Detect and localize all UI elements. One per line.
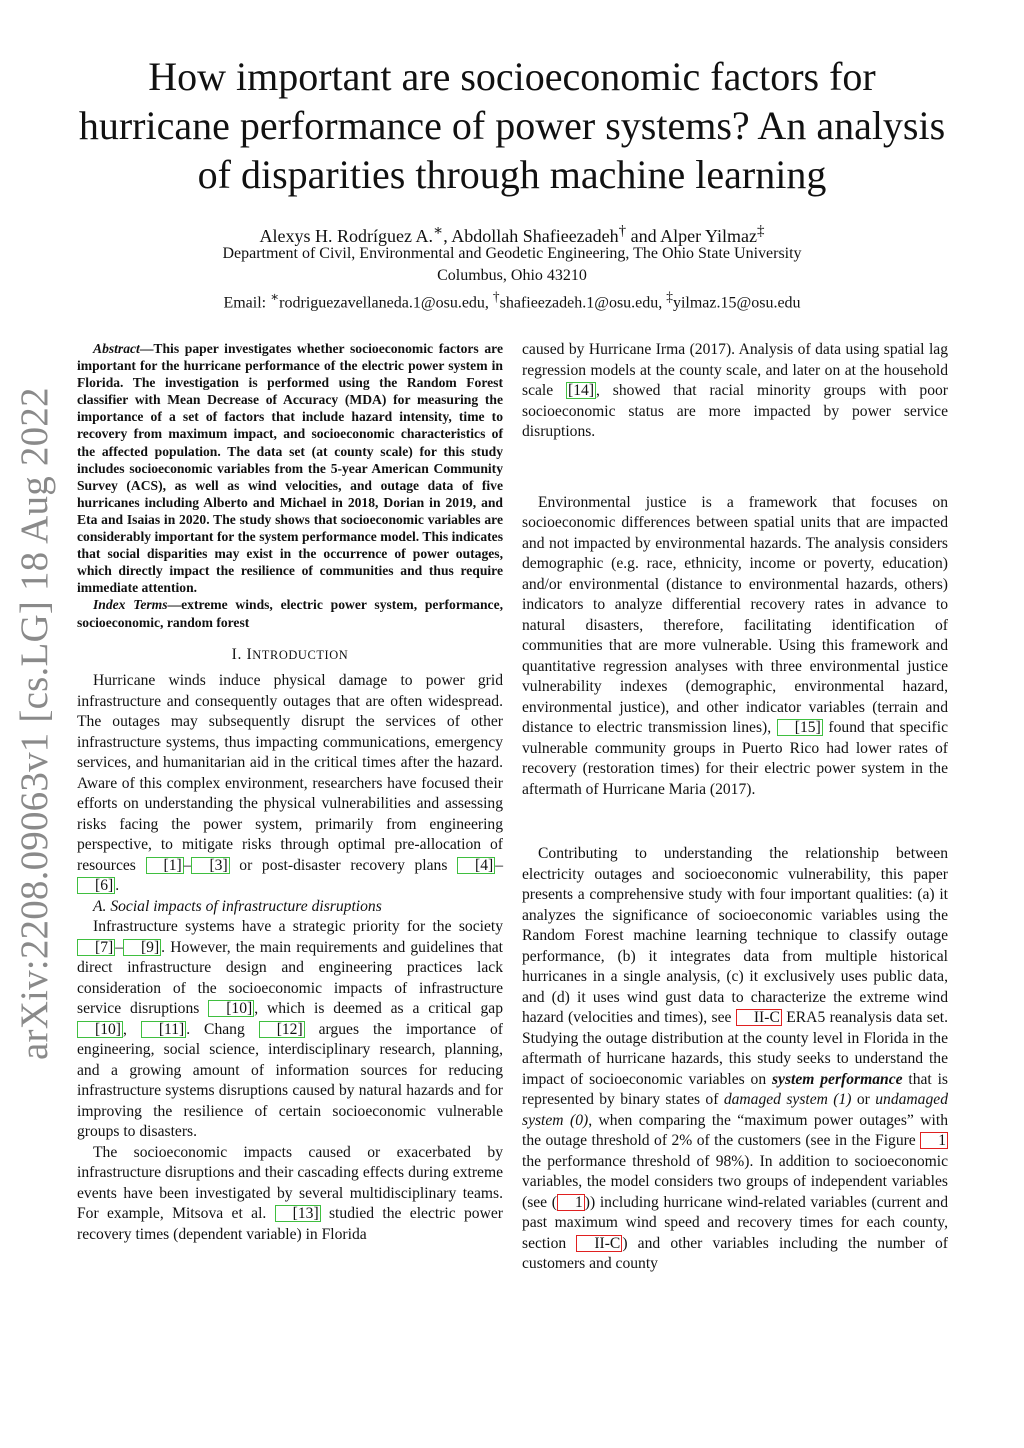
- citation-10[interactable]: [10]: [208, 1000, 254, 1017]
- author-2: Abdollah Shafieezadeh: [451, 226, 619, 246]
- author-1-mark: ∗: [433, 223, 444, 239]
- affiliation-block: [80, 243, 944, 314]
- text-run: Infrastructure systems have a strategic priority for the society: [93, 918, 503, 936]
- arxiv-identifier[interactable]: arXiv:2208.09063v1 [cs.LG] 18 Aug 2022: [13, 387, 56, 1060]
- author-separator: and: [626, 226, 661, 246]
- email-1-mark: ∗: [270, 289, 280, 304]
- equation-link-1[interactable]: 1: [557, 1194, 585, 1211]
- text-run: Contributing to understanding the relationship between electricity outages and socioeconomic vulnerability, this paper presents a comprehensive study with four important qualities: (a) it analyzes the significance of socioeconomic variables using the Random Forest machine learning technique to classify outage performance, (b) it integrates data from multiple historical hurricanes in a single analysis, (c) it exclusively uses public data, and (d) it uses wind gust data to characterize the extreme wind hazard (velocities and times), see: [522, 845, 948, 1026]
- text-run: or: [851, 1091, 876, 1108]
- text-run: –: [115, 938, 123, 956]
- citation-1[interactable]: [1]: [146, 857, 184, 874]
- paper-title: How important are socioeconomic factors for hurricane performance of power systems? An analysis of disparities through machine learning: [78, 54, 946, 197]
- index-terms-label: Index Terms: [93, 597, 168, 613]
- email-3[interactable]: yilmaz.15@osu.edu: [672, 294, 801, 312]
- text-run: .: [115, 877, 120, 895]
- subsection-heading-a: A. Social impacts of infrastructure disruptions: [93, 897, 382, 915]
- text-run: , showed that racial minority groups with poor socioeconomic status are more impacted by power service disruptions.: [522, 382, 948, 440]
- citation-3[interactable]: [3]: [191, 857, 229, 874]
- section-link-ii-c[interactable]: II-C: [576, 1235, 622, 1252]
- subsection-a-paragraph-2: [77, 1143, 503, 1246]
- citation-13[interactable]: [13]: [275, 1205, 321, 1222]
- text-run: The socioeconomic impacts caused or exacerbated by infrastructure disruptions and their cascading effects during extreme events have been investigated by several multidisciplinary teams. For example, Mitsova et al.: [77, 1143, 503, 1223]
- author-1: Alexys H. Rodríguez A.: [259, 226, 433, 246]
- email-label: Email:: [223, 294, 271, 312]
- city: Columbus, Ohio 43210: [437, 266, 587, 284]
- citation-6[interactable]: [6]: [77, 877, 115, 894]
- text-run: that is represented by binary states of: [522, 1070, 948, 1108]
- citation-14[interactable]: [14]: [568, 382, 595, 399]
- right-paragraph-3: [522, 844, 948, 1275]
- emails: [80, 286, 944, 314]
- text-run: , when comparing the “maximum power outages” with the outage threshold of 2% of the customers (see in the Figure: [522, 1111, 948, 1149]
- author-3: Alper Yilmaz: [660, 226, 757, 246]
- text-run: . However, the main requirements and guidelines that direct infrastructure design and engineering practices lack consideration of the socioeconomic impacts of infrastructure service disruptions: [77, 938, 503, 1018]
- email-2-mark: †: [492, 289, 500, 304]
- index-terms-text: —extreme winds, electric power system, performance, socioeconomic, random forest: [77, 597, 504, 630]
- text-run: or post-disaster recovery plans: [229, 856, 458, 874]
- citation-11[interactable]: [11]: [141, 1021, 186, 1038]
- text-run: –: [183, 856, 192, 874]
- text-run: argues the importance of engineering, social science, interdisciplinary research, planning, and a growing amount of information sources for reducing infrastructure systems disruptions caused by natural hazards and for improving the resilience of certain socioeconomic vulnerable groups to disasters.: [77, 1020, 503, 1141]
- text-run: Hurricane winds induce physical damage to power grid infrastructure and consequently outages that are often widespread. The outages may subsequently disrupt the services of other infrastructure systems, thus impacting communications, emergency services, and humanitarian aid in the critical times after the hazard. Aware of this complex environment, researchers have focused their efforts on understanding the physical vulnerabilities and assessing risks facing the power system, primarily from engineering perspective, to mitigate risks through optimal pre-allocation of resources: [77, 672, 503, 874]
- author-separator: ,: [443, 226, 452, 246]
- author-3-mark: ‡: [756, 223, 765, 239]
- citation-10[interactable]: [10]: [77, 1021, 123, 1038]
- emphasis-system-performance: system performance: [771, 1070, 903, 1088]
- text-run: caused by Hurricane Irma (2017). Analysis of data using spatial lag regression models at the county scale, and later on at the household scale: [522, 341, 948, 399]
- text-run: Environmental justice is a framework that focuses on socioeconomic differences between spatial units that are impacted and not impacted by environmental hazards. The analysis considers demographic (e.g. race, ethnicity, income or poverty, education) and/or environmental (distance to environmental hazards, others) indicators to analyze differential recovery rates in advance to natural disasters, therefore, facilitating identification of communities that are more vulnerable. Using this framework and quantitative regression analyses with three environmental justice vulnerability indexes (demographic, environmental hazard, environmental justice), and other indicator variables (terrain and distance to electric transmission lines),: [522, 493, 948, 736]
- right-paragraph-2: [522, 493, 948, 801]
- citation-7[interactable]: [7]: [77, 939, 115, 956]
- text-run: . Chang: [186, 1020, 259, 1038]
- text-run: )) including hurricane wind-related variables (current and past maximum wind speed and recovery times for each county, section: [522, 1193, 948, 1252]
- text-run: studied the electric power recovery times (dependent variable) in Florida: [77, 1205, 503, 1243]
- abstract-label: Abstract: [93, 341, 140, 356]
- index-terms: [77, 596, 503, 630]
- department: Department of Civil, Environmental and Geodetic Engineering, The Ohio State University: [222, 245, 802, 262]
- section-title-first: I: [246, 645, 253, 663]
- right-paragraph-1: [522, 340, 948, 443]
- text-run: , which is deemed as a critical gap: [254, 1000, 503, 1018]
- section-title-rest: NTRODUCTION: [252, 647, 349, 662]
- paragraph-spacer: [522, 443, 948, 493]
- citation-15[interactable]: [15]: [777, 719, 823, 736]
- subsection-a-paragraph-1: [77, 917, 503, 1143]
- figure-link-1[interactable]: 1: [920, 1132, 948, 1149]
- email-3-mark: ‡: [666, 289, 673, 304]
- section-number: I.: [231, 645, 247, 663]
- section-heading-introduction: [77, 645, 503, 666]
- citation-4[interactable]: [4]: [457, 857, 495, 874]
- emphasis-undamaged-system: undamaged system (0): [522, 1091, 948, 1129]
- email-1[interactable]: rodriguezavellaneda.1@osu.edu,: [279, 294, 493, 312]
- citation-9[interactable]: [9]: [123, 939, 161, 956]
- citation-12[interactable]: [12]: [259, 1021, 305, 1038]
- author-2-mark: †: [618, 223, 627, 239]
- emphasis-damaged-system: damaged system (1): [723, 1091, 852, 1108]
- abstract-text: —This paper investigates whether socioeconomic factors are important for the hurricane performance of the electric power system in Florida. The investigation is performed using the Random Forest classifier with Mean Decrease of Accuracy (MDA) for measuring the importance of a set of factors that include hazard intensity, time to recovery from maximum impact, and socioeconomic characteristics of the affected population. The data set (at county scale) for this study includes socioeconomic variables from the 5-year American Community Survey (ACS), as well as wind velocities, and outage data of five hurricanes including Alberto and Michael in 2018, Dorian in 2019, and Eta and Isaias in 2020. The study shows that socioeconomic variables are considerably important for the system performance model. This indicates that social disparities may exist in the occurrence of power outages, which directly impact the resilience of communities and thus require immediate attention.: [77, 341, 503, 596]
- text-run: –: [495, 856, 503, 874]
- text-run: the performance threshold of 98%). In addition to socioeconomic variables, the model considers two groups of independent variables (see (: [522, 1152, 948, 1211]
- text-run: ,: [122, 1020, 141, 1038]
- intro-paragraph-1: [77, 671, 503, 897]
- text-run: ) and other variables including the number of customers and county: [522, 1234, 948, 1272]
- section-link-ii-c[interactable]: II-C: [736, 1009, 782, 1026]
- text-run: found that specific vulnerable community groups in Puerto Rico had lower rates of recovery (restoration times) for their electric power system in the aftermath of Hurricane Maria (2017).: [522, 719, 948, 798]
- right-column: [522, 340, 948, 1275]
- email-2[interactable]: shafieezadeh.1@osu.edu,: [499, 294, 667, 312]
- text-run: ERA5 reanalysis data set. Studying the outage distribution at the county level in Florida in the aftermath of hurricane hazards, this study seeks to understand the impact of socioeconomic variables on: [522, 1009, 949, 1088]
- left-column: [77, 340, 503, 1245]
- paragraph-spacer: [522, 800, 948, 844]
- abstract: [77, 340, 503, 596]
